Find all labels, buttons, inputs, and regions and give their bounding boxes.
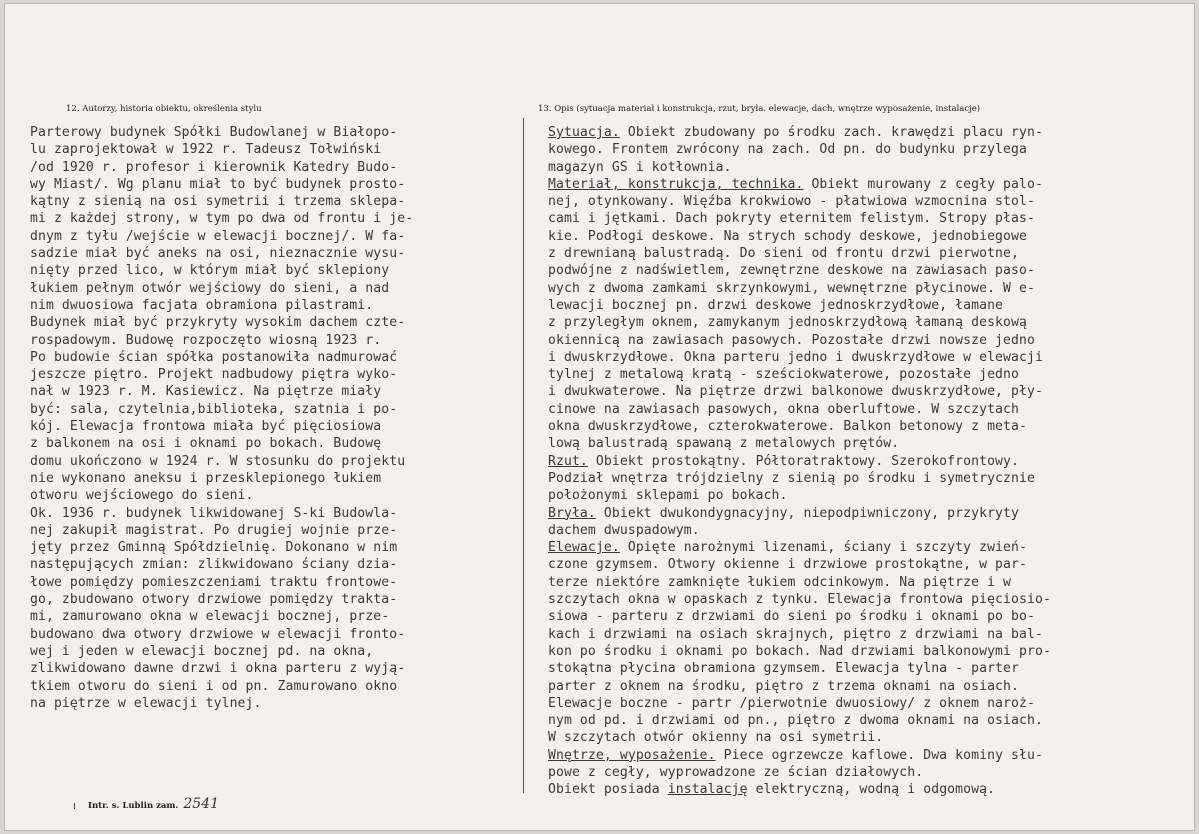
description-text: Obiekt zbudowany po środku zach. krawędzi placu ryn- [619, 125, 1043, 140]
description-text: okna dwuskrzydłowe, czterokwaterowe. Balkon betonowy z meta- [548, 419, 1027, 435]
description-line [548, 176, 1188, 193]
description-line [548, 366, 1188, 383]
section-heading: Elewacje. [548, 540, 620, 556]
description-line [548, 574, 1188, 591]
description-text: lewacji bocznej pn. drzwi deskowe jednoskrzydłowe, łamane [548, 297, 1004, 313]
description-line [548, 626, 1188, 643]
description-text: z drewnianą balustradą. Do sieni od frontu drzwi pierwotne, [548, 246, 1020, 262]
description-text: Obiekt prostokątny. Półtoratraktowy. Szerokofrontowy. [587, 453, 1020, 469]
description-text: Elewacje boczne - partr /pierwotnie dwuosiowy/ z oknem naroż- [548, 695, 1035, 711]
history-line: Parterowy budynek Spółki Budowlanej w Białopo- [30, 125, 398, 140]
history-line: Po budowie ścian spółka postanowiła nadmurować [30, 349, 398, 365]
handwritten-number: 2541 [183, 796, 219, 812]
description-line [548, 141, 1188, 158]
description-text: okiennicą na zawiasach pasowych. Pozostałe drzwi nowsze jedno [548, 332, 1035, 348]
description-line [548, 505, 1188, 522]
history-line: budowano dwa otwory drzwiowe w elewacji fronto- [30, 626, 406, 642]
description-text: kowego. Frontem zwrócony na zach. Od pn. do budynku przylega [548, 142, 1027, 158]
description-line [548, 349, 1188, 366]
description-line [548, 435, 1188, 452]
history-line: nięty przed lico, w którym miał być sklepiony [30, 263, 390, 279]
history-line: kątny z sienią na osi symetrii i trzema sklepa- [30, 194, 406, 210]
history-line: nej zakupił magistrat. Po drugiej wojnie prze- [30, 522, 398, 538]
description-line [548, 193, 1188, 210]
description-line [548, 643, 1188, 660]
history-line: na piętrze w elewacji tylnej. [30, 695, 262, 711]
description-line [548, 487, 1188, 504]
description-line [548, 280, 1188, 297]
description-line [548, 678, 1188, 695]
history-line: sadzie miał być aneks na osi, nieznacznie wysu- [30, 246, 406, 262]
history-line: lu zaprojektował w 1922 r. Tadeusz Tołwiński [30, 142, 382, 158]
history-line: łukiem pełnym otwór wejściowy do sieni, a nad [30, 280, 390, 296]
description-line [548, 591, 1188, 608]
description-line [548, 453, 1188, 470]
description-text: parter z oknem na środku, piętro z trzema oknami na osiach. [548, 678, 1020, 694]
section-heading: Rzut. [548, 453, 588, 469]
description-text: podwójne z nadświetlem, zewnętrzne deskowe na zawiasach paso- [548, 263, 1035, 279]
history-line: jeszcze piętro. Projekt nadbudowy piętra wyko- [30, 367, 398, 383]
description-text: Opięte narożnymi lizenami, ściany i szczyty zwień- [619, 540, 1027, 556]
history-line: tkiem otworu do sieni i od pn. Zamurowano okno [30, 678, 398, 694]
description-text: elektryczną, wodną i odgomową. [747, 782, 996, 798]
history-line: zlikwidowano dawne drzwi i okna parteru z wyją- [30, 661, 406, 677]
history-line: Budynek miał być przykryty wysokim dachem czte- [30, 315, 406, 331]
history-line: wej i jeden w elewacji bocznej pd. na okna, [30, 643, 374, 659]
description-text: tylnej z metalową kratą - sześciokwaterowe, pozostałe jedno [548, 367, 1020, 383]
history-line: mi z każdej strony, w tym po dwa od frontu i je- [30, 211, 414, 227]
history-line: Ok. 1936 r. budynek likwidowanej S-ki Budowla- [30, 505, 398, 521]
description-text: Piece ogrzewcze kaflowe. Dwa kominy słu- [715, 747, 1043, 763]
section-heading: instalację [667, 782, 748, 798]
description-text: magazyn GS i kotłownia. [548, 159, 732, 175]
description-text: Podział wnętrza trójdzielny z sienią po środku i symetrycznie [548, 470, 1035, 486]
description-line [548, 262, 1188, 279]
section-heading: Sytuacja. [548, 125, 620, 140]
description-text: i dwuskrzydłowe. Okna parteru jedno i dwuskrzydłowe w elewacji [548, 349, 1043, 365]
history-line: nim dwuosiowa facjata obramiona pilastrami. [30, 297, 374, 313]
section-heading: Bryła. [548, 505, 596, 521]
history-line: otworu wejściowego do sieni. [30, 488, 254, 504]
margin-mark [74, 803, 75, 809]
description-line [548, 539, 1188, 556]
section-13-header: 13. Opis (sytuacja materiał i konstrukcja, rzut, bryła. elewacje, dach, wnętrze wyposażenie, instalacje) [538, 104, 981, 114]
description-text: nym od pd. i drzwiami od pn., piętro z dwoma oknami na osiach. [548, 713, 1043, 729]
history-line: wy Miast/. Wg planu miał to być budynek prosto- [30, 176, 406, 192]
description-line [548, 228, 1188, 245]
section-12-header: 12. Autorzy, historia obiektu, określenia stylu [66, 104, 262, 114]
description-text: z przyległym oknem, zamykanym jednoskrzydłową łamaną deskową [548, 315, 1027, 331]
description-text: lową balustradą spawaną z metalowych prętów. [548, 436, 900, 452]
description-line [548, 159, 1188, 176]
description-line [548, 401, 1188, 418]
description-text: dachem dwuspadowym. [548, 522, 700, 538]
history-line: domu ukończono w 1924 r. W stosunku do projektu [30, 453, 406, 469]
description-line [548, 245, 1188, 262]
footer-reference [88, 796, 219, 812]
description-text: Obiekt posiada [548, 782, 668, 798]
description-text: położonymi sklepami po bokach. [548, 488, 788, 504]
description-line [548, 608, 1188, 625]
column-divider [523, 118, 524, 793]
history-line: nie wykonano aneksu i przesklepionego łukiem [30, 470, 382, 486]
history-line: łowe pomiędzy pomieszczeniami traktu frontowe- [30, 574, 398, 590]
description-text: powe z cegły, wyprowadzone ze ścian działowych. [548, 764, 924, 780]
description-line [548, 383, 1188, 400]
section-heading: Materiał, konstrukcja, technika. [548, 176, 804, 192]
description-line [548, 522, 1188, 539]
description-text: Obiekt dwukondygnacyjny, niepodpiwniczony, przykryty [595, 505, 1020, 521]
description-text: i dwukwaterowe. Na piętrze drzwi balkonowe dwuskrzydłowe, pły- [548, 384, 1043, 400]
description-text: cinowe na zawiasach pasowych, okna oberluftowe. W szczytach [548, 401, 1020, 417]
description-text: szczytach okna w opaskach z tynku. Elewacja frontowa pięciosio- [548, 592, 1051, 608]
description-text: terze niektóre zamknięte łukiem odcinkowym. Na piętrze i w [548, 574, 1012, 590]
history-line: go, zbudowano otwory drzwiowe pomiędzy trakta- [30, 592, 398, 608]
description-line [548, 660, 1188, 677]
description-line [548, 418, 1188, 435]
description-text: czone gzymsem. Otwory okienne i drzwiowe prostokątne, w par- [548, 557, 1027, 573]
history-line: nał w 1923 r. M. Kasiewicz. Na piętrze miały [30, 384, 382, 400]
description-line [548, 729, 1188, 746]
history-line: następujących zmian: zlikwidowano ściany dzia- [30, 557, 398, 573]
description-line [548, 314, 1188, 331]
history-line: /od 1920 r. profesor i kierownik Katedry Budo- [30, 159, 398, 175]
description-line [548, 747, 1188, 764]
history-line: mi, zamurowano okna w elewacji bocznej, prze- [30, 609, 390, 625]
description-line [548, 124, 1188, 141]
description-line [548, 556, 1188, 573]
history-line: być: sala, czytelnia,biblioteka, szatnia i po- [30, 401, 398, 417]
footer-label: Intr. s. Lublin zam. [88, 801, 179, 811]
section-heading: Wnętrze, wyposażenie. [548, 747, 716, 763]
history-line: jęty przez Gminną Spółdzielnię. Dokonano w nim [30, 540, 398, 556]
description-text: nej, otynkowany. Więźba krokwiowo - płatwiowa wzmocnina stol- [548, 194, 1035, 210]
description-text: kach i drzwiami na osiach skrajnych, piętro z drzwiami na bal- [548, 626, 1043, 642]
description-line [548, 695, 1188, 712]
description-line [548, 297, 1188, 314]
description-text: stokątna płycina obramiona gzymsem. Elewacja tylna - parter [548, 661, 1020, 677]
description-line [548, 470, 1188, 487]
description-text: wych z dwoma zamkami skrzynkowymi, wewnętrzne płycinowe. W e- [548, 280, 1035, 296]
description-column [548, 124, 1188, 799]
description-line [548, 781, 1188, 798]
description-line [548, 764, 1188, 781]
description-line [548, 210, 1188, 227]
description-line [548, 712, 1188, 729]
description-text: W szczytach otwór okienny na osi symetrii. [548, 730, 884, 746]
history-line: z balkonem na osi i oknami po bokach. Budowę [30, 436, 382, 452]
description-text: cami i jętkami. Dach pokryty eternitem felistym. Stropy płas- [548, 211, 1035, 227]
history-line: kój. Elewacja frontowa miała być pięciosiowa [30, 419, 382, 435]
description-text: siowa - parteru z drzwiami do sieni po środku i oknami po bo- [548, 609, 1035, 625]
history-column [30, 124, 520, 712]
description-text: kie. Podłogi deskowe. Na strych schody deskowe, jednobiegowe [548, 228, 1027, 244]
history-line: rospadowym. Budowę rozpoczęto wiosną 1923 r. [30, 332, 382, 348]
description-line [548, 332, 1188, 349]
description-text: Obiekt murowany z cegły palo- [803, 176, 1043, 192]
description-text: kon po środku i oknami po bokach. Nad drzwiami balkonowymi pro- [548, 643, 1051, 659]
history-line: dnym z tyłu /wejście w elewacji bocznej/. W fa- [30, 228, 406, 244]
